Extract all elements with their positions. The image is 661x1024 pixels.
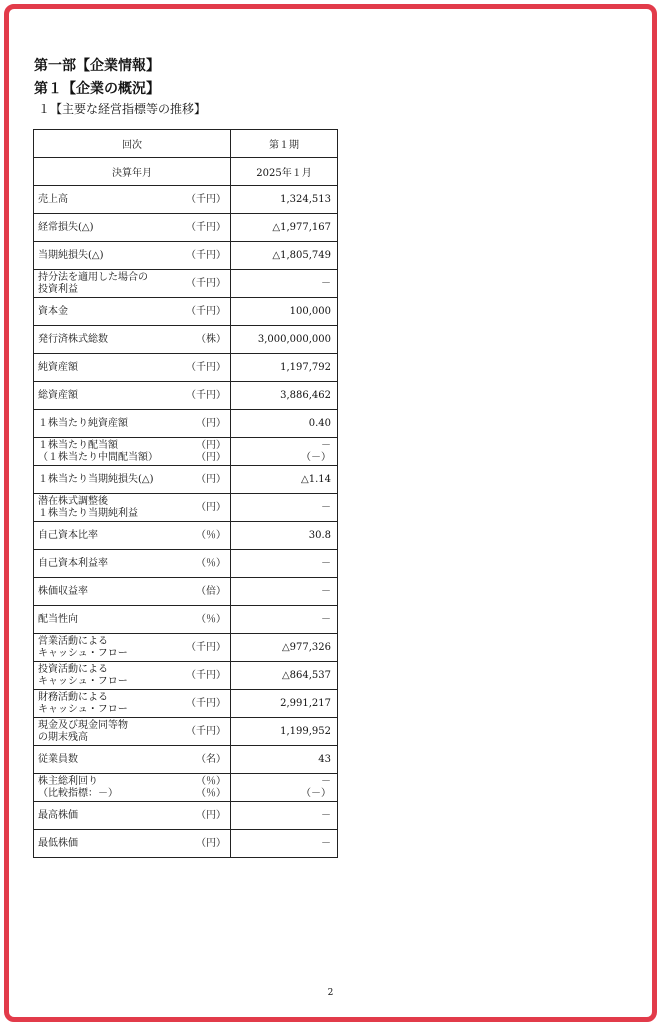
item-cell-content xyxy=(38,754,226,766)
value-cell xyxy=(231,606,338,634)
item-unit xyxy=(186,698,226,710)
value-line: － xyxy=(321,501,331,513)
value-cell xyxy=(231,522,338,550)
item-unit-line: （名） xyxy=(196,753,226,765)
item-name-line: 財務活動による xyxy=(38,691,108,703)
item-unit-line: （円） xyxy=(196,809,226,821)
item-cell xyxy=(34,242,231,270)
value-cell xyxy=(231,186,338,214)
table-row xyxy=(34,550,338,578)
item-unit xyxy=(196,474,226,486)
page-number: 2 xyxy=(327,988,334,998)
fiscal-year-row xyxy=(34,158,338,186)
item-name xyxy=(38,362,78,374)
item-unit xyxy=(186,278,226,290)
table-row xyxy=(34,606,338,634)
table-row xyxy=(34,466,338,494)
fiscal-year-value: 2025年１月 xyxy=(231,158,338,186)
item-name xyxy=(38,838,78,850)
item-unit xyxy=(186,250,226,262)
table-row xyxy=(34,746,338,774)
value-cell xyxy=(231,830,338,858)
item-unit-line: （円） xyxy=(196,837,226,849)
item-cell xyxy=(34,186,231,214)
value-cell xyxy=(231,270,338,298)
part-heading: 第一部【企業情報】 xyxy=(34,58,160,74)
item-cell-content xyxy=(38,418,226,430)
item-cell xyxy=(34,774,231,802)
value-line: △1,805,749 xyxy=(272,249,331,261)
item-cell-content xyxy=(38,530,226,542)
item-name-line: 自己資本比率 xyxy=(38,529,98,541)
value-line: △977,326 xyxy=(281,641,331,653)
value-line: － xyxy=(321,837,331,849)
item-name-line: 現金及び現金同等物 xyxy=(38,719,128,731)
item-unit-line: （千円） xyxy=(186,361,226,373)
table-row xyxy=(34,382,338,410)
value-line: － xyxy=(321,585,331,597)
item-cell-content xyxy=(38,664,226,688)
item-unit-line: （％） xyxy=(196,613,226,625)
item-cell xyxy=(34,382,231,410)
table-row xyxy=(34,718,338,746)
item-name xyxy=(38,474,154,486)
item-name xyxy=(38,664,128,688)
item-cell xyxy=(34,606,231,634)
item-cell-content xyxy=(38,614,226,626)
fiscal-year-label: 決算年月 xyxy=(34,158,231,186)
table-row xyxy=(34,578,338,606)
value-cell xyxy=(231,690,338,718)
item-cell xyxy=(34,326,231,354)
item-name-line: キャッシュ・フロー xyxy=(38,703,128,715)
item-unit-line: （千円） xyxy=(186,249,226,261)
item-name-line: 配当性向 xyxy=(38,613,78,625)
item-cell xyxy=(34,746,231,774)
item-unit-line: （倍） xyxy=(196,585,226,597)
value-line: － xyxy=(321,775,331,787)
item-unit xyxy=(186,390,226,402)
item-cell xyxy=(34,410,231,438)
value-line: 1,324,513 xyxy=(280,193,331,205)
table-row xyxy=(34,298,338,326)
item-name-line: 資本金 xyxy=(38,305,68,317)
value-line: 3,000,000,000 xyxy=(257,333,331,345)
value-cell xyxy=(231,410,338,438)
value-line: 3,886,462 xyxy=(280,389,331,401)
chapter-heading: 第１【企業の概況】 xyxy=(34,81,160,97)
item-name-line: 投資利益 xyxy=(38,283,78,295)
table-row xyxy=(34,438,338,466)
item-unit-line: （円） xyxy=(196,417,226,429)
table-row xyxy=(34,830,338,858)
item-cell xyxy=(34,438,231,466)
item-name-line: 自己資本利益率 xyxy=(38,557,108,569)
item-unit xyxy=(196,810,226,822)
value-line: － xyxy=(321,277,331,289)
item-name xyxy=(38,530,98,542)
item-name-line: 持分法を適用した場合の xyxy=(38,271,148,283)
item-name xyxy=(38,418,128,430)
item-unit-line: （千円） xyxy=(186,277,226,289)
item-name-line: 潜在株式調整後 xyxy=(38,495,108,507)
value-cell xyxy=(231,802,338,830)
item-cell xyxy=(34,690,231,718)
value-line: （－） xyxy=(301,451,331,463)
item-name xyxy=(38,692,128,716)
item-name xyxy=(38,720,128,744)
table-row xyxy=(34,634,338,662)
item-name-line: １株当たり配当額 xyxy=(38,439,118,451)
item-unit xyxy=(186,670,226,682)
item-name-line: 発行済株式総数 xyxy=(38,333,108,345)
item-name-line: 最低株価 xyxy=(38,837,78,849)
item-unit xyxy=(196,558,226,570)
value-line: 30.8 xyxy=(308,529,331,541)
value-line: △1,977,167 xyxy=(272,221,331,233)
item-cell-content xyxy=(38,306,226,318)
item-cell xyxy=(34,522,231,550)
value-cell xyxy=(231,382,338,410)
value-line: 1,199,952 xyxy=(280,725,331,737)
item-unit-line: （円） xyxy=(196,439,226,451)
item-name xyxy=(38,250,104,262)
item-name-line: １株当たり当期純損失(△) xyxy=(38,473,154,485)
item-unit xyxy=(196,838,226,850)
item-unit-line: （％） xyxy=(196,529,226,541)
table-row xyxy=(34,242,338,270)
value-line: － xyxy=(321,439,331,451)
item-cell-content xyxy=(38,636,226,660)
item-name xyxy=(38,222,94,234)
item-unit xyxy=(186,642,226,654)
table-row xyxy=(34,186,338,214)
item-unit xyxy=(196,440,226,464)
table-row xyxy=(34,410,338,438)
item-name xyxy=(38,440,158,464)
item-unit xyxy=(196,754,226,766)
item-name-line: 営業活動による xyxy=(38,635,108,647)
item-cell xyxy=(34,494,231,522)
value-cell xyxy=(231,578,338,606)
value-line: 100,000 xyxy=(289,305,331,317)
item-name-line: の期末残高 xyxy=(38,731,88,743)
value-cell xyxy=(231,634,338,662)
item-cell xyxy=(34,298,231,326)
value-line: 0.40 xyxy=(308,417,331,429)
item-cell-content xyxy=(38,474,226,486)
item-cell-content xyxy=(38,692,226,716)
item-name-line: （１株当たり中間配当額） xyxy=(38,451,158,463)
value-line: － xyxy=(321,809,331,821)
item-name-line: 投資活動による xyxy=(38,663,108,675)
item-name-line: キャッシュ・フロー xyxy=(38,675,128,687)
item-cell-content xyxy=(38,586,226,598)
value-cell xyxy=(231,326,338,354)
item-name-line: キャッシュ・フロー xyxy=(38,647,128,659)
item-unit xyxy=(186,222,226,234)
item-cell-content xyxy=(38,440,226,464)
item-cell-content xyxy=(38,334,226,346)
value-cell xyxy=(231,746,338,774)
item-unit xyxy=(196,776,226,800)
item-cell-content xyxy=(38,194,226,206)
item-unit-line: （％） xyxy=(196,557,226,569)
item-unit-line: （千円） xyxy=(186,669,226,681)
item-cell xyxy=(34,802,231,830)
value-line: △1.14 xyxy=(301,473,331,485)
item-name-line: 当期純損失(△) xyxy=(38,249,104,261)
item-name-line: 株主総利回り xyxy=(38,775,98,787)
item-cell xyxy=(34,578,231,606)
item-cell-content xyxy=(38,250,226,262)
table-row xyxy=(34,690,338,718)
value-cell xyxy=(231,438,338,466)
section-heading: １【主要な経営指標等の推移】 xyxy=(38,102,207,116)
item-cell xyxy=(34,662,231,690)
item-unit xyxy=(196,418,226,430)
item-unit xyxy=(196,334,226,346)
value-cell xyxy=(231,466,338,494)
item-name xyxy=(38,776,118,800)
item-name-line: 売上高 xyxy=(38,193,68,205)
item-unit xyxy=(196,586,226,598)
value-line: － xyxy=(321,613,331,625)
item-unit-line: （％） xyxy=(196,775,226,787)
table-row xyxy=(34,326,338,354)
item-name xyxy=(38,194,68,206)
item-cell-content xyxy=(38,390,226,402)
item-unit-line: （千円） xyxy=(186,641,226,653)
item-cell xyxy=(34,718,231,746)
item-cell xyxy=(34,354,231,382)
item-name-line: １株当たり当期純利益 xyxy=(38,507,138,519)
item-name xyxy=(38,614,78,626)
table-row xyxy=(34,214,338,242)
item-name xyxy=(38,558,108,570)
item-cell-content xyxy=(38,362,226,374)
item-unit-line: （株） xyxy=(196,333,226,345)
item-unit xyxy=(196,614,226,626)
item-name xyxy=(38,390,78,402)
item-unit-line: （円） xyxy=(196,473,226,485)
value-line: （－） xyxy=(301,787,331,799)
item-name-line: 株価収益率 xyxy=(38,585,88,597)
item-cell xyxy=(34,270,231,298)
item-name xyxy=(38,810,78,822)
item-unit xyxy=(186,306,226,318)
item-cell-content xyxy=(38,810,226,822)
column-header-period-value: 第１期 xyxy=(231,130,338,158)
item-unit-line: （％） xyxy=(196,787,226,799)
item-name-line: １株当たり純資産額 xyxy=(38,417,128,429)
table-row xyxy=(34,802,338,830)
item-name xyxy=(38,636,128,660)
item-unit-line: （円） xyxy=(196,451,226,463)
value-cell xyxy=(231,662,338,690)
value-cell xyxy=(231,718,338,746)
item-cell-content xyxy=(38,496,226,520)
value-line: 43 xyxy=(318,753,331,765)
table-row xyxy=(34,354,338,382)
column-header-period-label: 回次 xyxy=(34,130,231,158)
item-unit-line: （千円） xyxy=(186,697,226,709)
value-line: 1,197,792 xyxy=(280,361,331,373)
item-unit-line: （円） xyxy=(196,501,226,513)
item-cell-content xyxy=(38,838,226,850)
item-name xyxy=(38,272,148,296)
value-line: － xyxy=(321,557,331,569)
table-header-row xyxy=(34,130,338,158)
item-name-line: 総資産額 xyxy=(38,389,78,401)
item-cell-content xyxy=(38,272,226,296)
item-unit xyxy=(196,530,226,542)
item-cell xyxy=(34,214,231,242)
value-line: 2,991,217 xyxy=(280,697,331,709)
item-cell-content xyxy=(38,720,226,744)
item-unit-line: （千円） xyxy=(186,389,226,401)
value-cell xyxy=(231,354,338,382)
item-unit xyxy=(186,194,226,206)
value-cell xyxy=(231,242,338,270)
value-cell xyxy=(231,214,338,242)
item-unit-line: （千円） xyxy=(186,725,226,737)
table-row xyxy=(34,494,338,522)
item-name xyxy=(38,334,108,346)
item-unit xyxy=(196,502,226,514)
item-name-line: （比較指標：－） xyxy=(38,787,118,799)
table-row xyxy=(34,270,338,298)
item-name xyxy=(38,496,138,520)
value-cell xyxy=(231,494,338,522)
item-name xyxy=(38,754,78,766)
item-cell-content xyxy=(38,558,226,570)
table-row xyxy=(34,774,338,802)
item-cell-content xyxy=(38,222,226,234)
item-cell xyxy=(34,466,231,494)
item-unit-line: （千円） xyxy=(186,193,226,205)
item-cell xyxy=(34,550,231,578)
value-line: △864,537 xyxy=(281,669,331,681)
table-row xyxy=(34,662,338,690)
item-unit xyxy=(186,362,226,374)
item-name-line: 経常損失(△) xyxy=(38,221,94,233)
item-cell xyxy=(34,634,231,662)
item-unit xyxy=(186,726,226,738)
item-cell xyxy=(34,830,231,858)
item-unit-line: （千円） xyxy=(186,305,226,317)
table-row xyxy=(34,522,338,550)
value-cell xyxy=(231,298,338,326)
item-cell-content xyxy=(38,776,226,800)
value-cell xyxy=(231,774,338,802)
item-name-line: 最高株価 xyxy=(38,809,78,821)
value-cell xyxy=(231,550,338,578)
item-name xyxy=(38,586,88,598)
item-unit-line: （千円） xyxy=(186,221,226,233)
item-name xyxy=(38,306,68,318)
item-name-line: 純資産額 xyxy=(38,361,78,373)
item-name-line: 従業員数 xyxy=(38,753,78,765)
financial-indicators-table xyxy=(33,129,338,858)
